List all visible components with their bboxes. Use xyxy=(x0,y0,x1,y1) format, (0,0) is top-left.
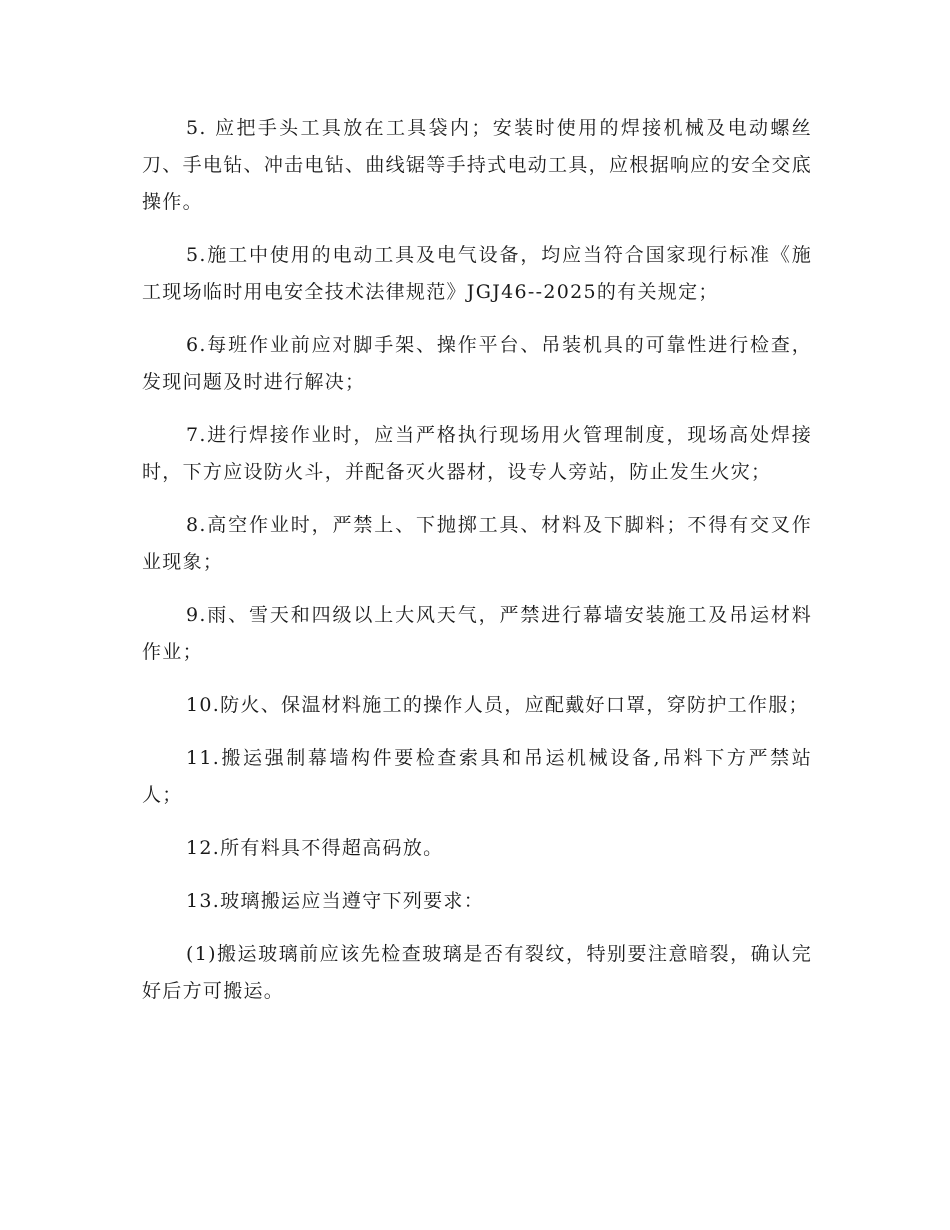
paragraph-welding-fire: 7.进行焊接作业时，应当严格执行现场用火管理制度，现场高处焊接时，下方应设防火斗，并配备灭火器材，设专人旁站，防止发生火灾； xyxy=(142,424,812,483)
document-body xyxy=(142,110,812,1026)
paragraph-weather: 9.雨、雪天和四级以上大风天气，严禁进行幕墙安装施工及吊运材料作业； xyxy=(142,604,812,663)
paragraph-tool-bag: 5. 应把手头工具放在工具袋内；安装时使用的焊接机械及电动螺丝刀、手电钻、冲击电钻、曲线锯等手持式电动工具，应根据响应的安全交底操作。 xyxy=(142,117,812,213)
paragraph-high-altitude: 8.高空作业时，严禁上、下抛掷工具、材料及下脚料；不得有交叉作业现象； xyxy=(142,514,812,573)
paragraph-daily-inspection: 6.每班作业前应对脚手架、操作平台、吊装机具的可靠性进行检查，发现问题及时进行解决； xyxy=(142,334,812,393)
paragraph-protective-gear: 10.防火、保温材料施工的操作人员，应配戴好口罩，穿防护工作服； xyxy=(186,694,809,716)
paragraph-electrical-tools: 5.施工中使用的电动工具及电气设备，均应当符合国家现行标准《施工现场临时用电安全技术法律规范》JGJ46--2025的有关规定； xyxy=(142,244,812,303)
paragraph-glass-inspection: (1)搬运玻璃前应该先检查玻璃是否有裂纹，特别要注意暗裂，确认完好后方可搬运。 xyxy=(142,943,812,1002)
paragraph-stacking: 12.所有料具不得超高码放。 xyxy=(186,837,444,859)
paragraph-lifting: 11.搬运强制幕墙构件要检查索具和吊运机械设备,吊料下方严禁站人； xyxy=(142,747,812,806)
paragraph-glass-requirements: 13.玻璃搬运应当遵守下列要求： xyxy=(186,890,485,912)
